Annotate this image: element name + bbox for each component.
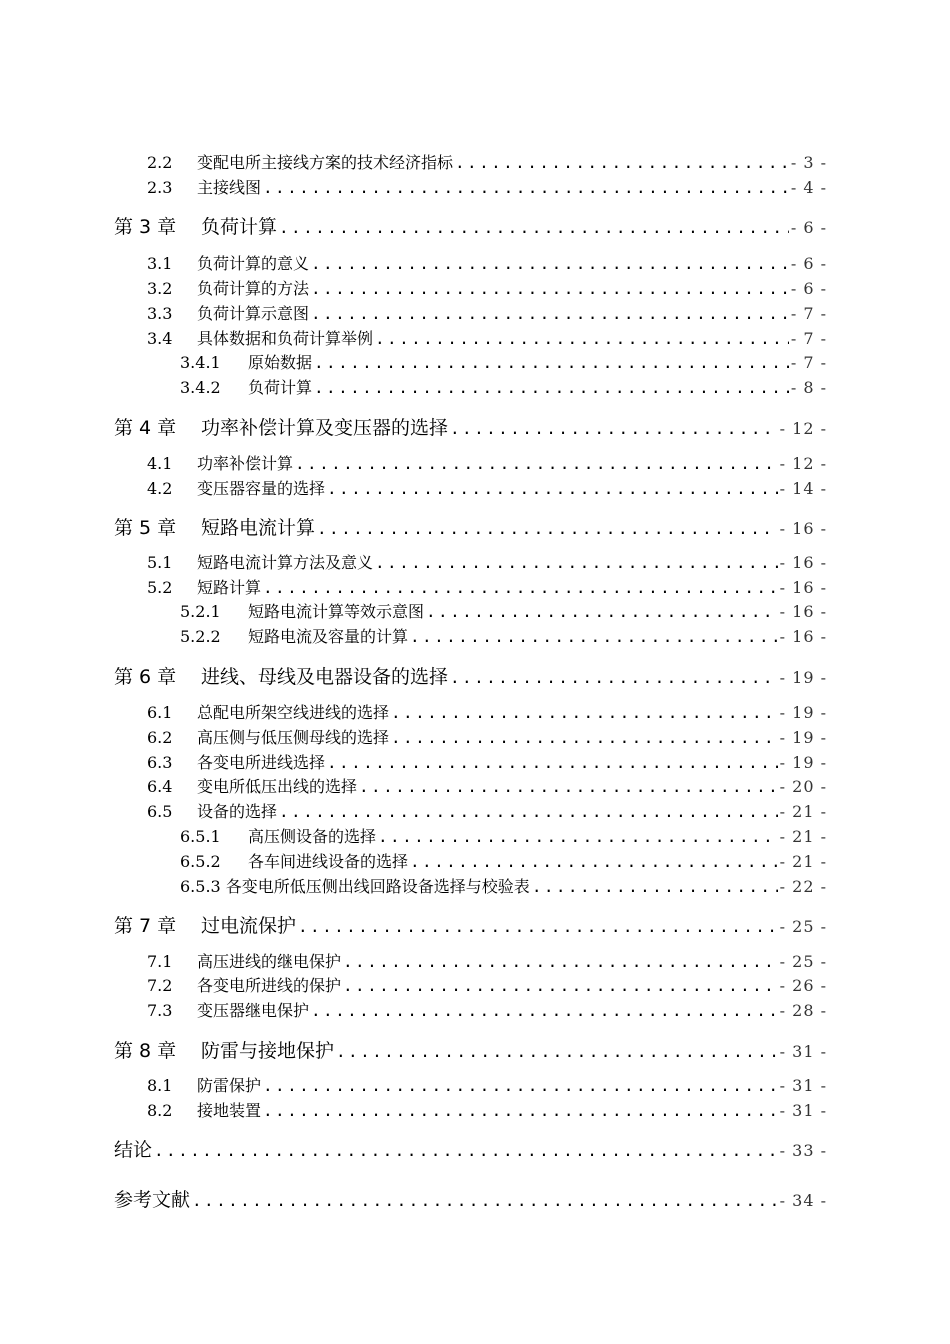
toc-section-entry[interactable]	[147, 251, 827, 274]
toc-entry-title: 负荷计算的方法	[197, 279, 310, 298]
toc-entry-title: 负荷计算	[201, 216, 278, 238]
toc-entry-number: 8.2	[147, 1101, 173, 1120]
toc-entry-number: 6.5.1	[180, 827, 221, 846]
toc-page-number: - 20 -	[779, 777, 827, 796]
dot-leader	[359, 777, 778, 796]
toc-entry-title: 功率补偿计算及变压器的选择	[201, 417, 449, 439]
dot-leader	[450, 668, 778, 687]
toc-page-number: - 21 -	[779, 802, 827, 821]
toc-entry-number: 3.4	[147, 329, 173, 348]
toc-entry-title: 各变电所进线的保护	[197, 976, 342, 995]
toc-page-number: - 19 -	[779, 728, 827, 747]
toc-entry-title: 主接线图	[197, 178, 262, 197]
toc-entry-number: 8.1	[147, 1076, 173, 1095]
toc-entry-title: 短路电流计算方法及意义	[197, 553, 374, 572]
toc-subsection-entry[interactable]	[180, 849, 827, 872]
toc-entry-title: 结论	[114, 1139, 153, 1161]
dot-leader	[314, 353, 789, 372]
toc-page-number: - 8 -	[790, 378, 827, 397]
toc-entry-title: 各车间进线设备的选择	[248, 852, 409, 871]
toc-entry-title: 短路电流计算等效示意图	[248, 602, 425, 621]
dot-leader	[192, 1191, 778, 1210]
toc-entry-number: 6.4	[147, 777, 173, 796]
toc-entry-title: 变压器容量的选择	[197, 479, 326, 498]
toc-section-entry[interactable]	[147, 799, 827, 822]
toc-section-entry[interactable]	[147, 175, 827, 198]
toc-section-entry[interactable]	[147, 998, 827, 1021]
toc-entry-number: 2.2	[147, 153, 173, 172]
toc-section-entry[interactable]	[147, 1098, 827, 1121]
toc-page-number: - 16 -	[779, 578, 827, 597]
dot-leader	[375, 329, 789, 348]
toc-page-number: - 7 -	[790, 329, 827, 348]
toc-entry-title: 短路电流及容量的计算	[248, 627, 409, 646]
toc-entry-title: 变配电所主接线方案的技术经济指标	[197, 153, 454, 172]
dot-leader	[327, 753, 778, 772]
toc-entry-title: 原始数据	[248, 353, 313, 372]
toc-subsection-entry[interactable]	[180, 874, 827, 897]
toc-entry-title: 防雷保护	[197, 1076, 262, 1095]
toc-entry-number: 第 6 章	[114, 666, 177, 688]
toc-subsection-entry[interactable]	[180, 824, 827, 847]
toc-page-number: - 12 -	[779, 419, 827, 438]
toc-page-number: - 19 -	[779, 668, 827, 687]
toc-page-number: - 31 -	[779, 1042, 827, 1061]
toc-subsection-entry[interactable]	[180, 375, 827, 398]
toc-chapter-entry[interactable]	[114, 413, 827, 440]
dot-leader	[343, 952, 778, 971]
toc-entry-number: 3.3	[147, 304, 173, 323]
toc-entry-number: 6.2	[147, 728, 173, 747]
dot-leader	[154, 1141, 778, 1160]
toc-page-number: - 19 -	[779, 753, 827, 772]
toc-section-entry[interactable]	[147, 575, 827, 598]
toc-section-entry[interactable]	[147, 774, 827, 797]
toc-entry-number: 2.3	[147, 178, 173, 197]
toc-entry-title: 高压侧与低压侧母线的选择	[197, 728, 390, 747]
dot-leader	[263, 1076, 778, 1095]
dot-leader	[426, 602, 778, 621]
toc-entry-title: 短路电流计算	[201, 517, 316, 539]
toc-section-entry[interactable]	[147, 725, 827, 748]
dot-leader	[311, 279, 789, 298]
toc-entry-title: 设备的选择	[197, 802, 278, 821]
toc-section-entry[interactable]	[147, 700, 827, 723]
toc-chapter-entry[interactable]	[114, 513, 827, 540]
dot-leader	[317, 519, 778, 538]
toc-section-entry[interactable]	[147, 750, 827, 773]
toc-page-number: - 16 -	[779, 602, 827, 621]
toc-entry-title: 参考文献	[114, 1189, 191, 1211]
dot-leader	[314, 378, 789, 397]
dot-leader	[532, 877, 778, 896]
toc-entry-title: 负荷计算示意图	[197, 304, 310, 323]
toc-entry-number: 3.1	[147, 254, 173, 273]
dot-leader	[336, 1042, 778, 1061]
toc-page-number: - 3 -	[790, 153, 827, 172]
toc-entry-title: 防雷与接地保护	[201, 1040, 335, 1062]
dot-leader	[298, 917, 778, 936]
dot-leader	[279, 802, 778, 821]
toc-entry-number: 7.2	[147, 976, 173, 995]
toc-subsection-entry[interactable]	[180, 599, 827, 622]
toc-page-number: - 22 -	[779, 877, 827, 896]
toc-entry-title: 高压侧设备的选择	[248, 827, 377, 846]
toc-page-number: - 31 -	[779, 1076, 827, 1095]
toc-entry-number: 3.4.2	[180, 378, 221, 397]
toc-entry-number: 6.5	[147, 802, 173, 821]
toc-section-entry[interactable]	[147, 1073, 827, 1096]
toc-page-number: - 4 -	[790, 178, 827, 197]
toc-section-entry[interactable]	[147, 973, 827, 996]
dot-leader	[295, 454, 778, 473]
toc-entry-number: 第 3 章	[114, 216, 177, 238]
toc-chapter-entry[interactable]	[114, 212, 827, 239]
dot-leader	[375, 553, 778, 572]
toc-entry-number: 第 8 章	[114, 1040, 177, 1062]
toc-entry-title: 高压进线的继电保护	[197, 952, 342, 971]
toc-page-number: - 16 -	[779, 553, 827, 572]
toc-entry-number: 4.2	[147, 479, 173, 498]
toc-entry-title: 功率补偿计算	[197, 454, 294, 473]
toc-page-number: - 12 -	[779, 454, 827, 473]
dot-leader	[311, 304, 789, 323]
toc-chapter-entry[interactable]	[114, 662, 827, 689]
dot-leader	[410, 852, 778, 871]
toc-section-entry[interactable]	[147, 550, 827, 573]
toc-section-entry[interactable]	[147, 326, 827, 349]
toc-page-number: - 34 -	[779, 1191, 827, 1210]
toc-page-number: - 6 -	[790, 254, 827, 273]
toc-page-number: - 7 -	[790, 304, 827, 323]
toc-page-number: - 21 -	[779, 827, 827, 846]
dot-leader	[311, 254, 789, 273]
toc-entry-title: 总配电所架空线进线的选择	[197, 703, 390, 722]
toc-entry-title: 过电流保护	[201, 915, 297, 937]
toc-page-number: - 33 -	[779, 1141, 827, 1160]
toc-entry-title: 具体数据和负荷计算举例	[197, 329, 374, 348]
toc-entry-title: 变电所低压出线的选择	[197, 777, 358, 796]
toc-chapter-entry[interactable]	[114, 1036, 827, 1063]
toc-entry-number: 3.4.1	[180, 353, 221, 372]
toc-section-entry[interactable]	[147, 451, 827, 474]
toc-subsection-entry[interactable]	[180, 624, 827, 647]
toc-entry-number: 6.1	[147, 703, 173, 722]
dot-leader	[450, 419, 778, 438]
toc-entry-number: 6.5.2	[180, 852, 221, 871]
toc-entry-number: 7.1	[147, 952, 173, 971]
toc-backmatter-entry[interactable]	[114, 1135, 827, 1162]
dot-leader	[263, 578, 778, 597]
toc-section-entry[interactable]	[147, 301, 827, 324]
toc-section-entry[interactable]	[147, 476, 827, 499]
toc-subsection-entry[interactable]	[180, 350, 827, 373]
dot-leader	[343, 976, 778, 995]
toc-entry-number: 4.1	[147, 454, 173, 473]
toc-page-number: - 21 -	[779, 852, 827, 871]
toc-page-number: - 19 -	[779, 703, 827, 722]
toc-entry-title: 负荷计算	[248, 378, 313, 397]
toc-entry-title: 接地装置	[197, 1101, 262, 1120]
toc-entry-title: 各变电所进线选择	[197, 753, 326, 772]
toc-section-entry[interactable]	[147, 949, 827, 972]
dot-leader	[279, 218, 789, 237]
dot-leader	[263, 178, 789, 197]
toc-entry-number: 第 4 章	[114, 417, 177, 439]
dot-leader	[311, 1001, 778, 1020]
toc-page-number: - 16 -	[779, 519, 827, 538]
toc-section-entry[interactable]	[147, 276, 827, 299]
dot-leader	[378, 827, 778, 846]
toc-entry-number: 第 7 章	[114, 915, 177, 937]
toc-page-number: - 25 -	[779, 917, 827, 936]
toc-entry-number: 7.3	[147, 1001, 173, 1020]
toc-entry-title: 负荷计算的意义	[197, 254, 310, 273]
toc-entry-number: 3.2	[147, 279, 173, 298]
toc-entry-number: 5.2.1	[180, 602, 221, 621]
toc-entry-number: 第 5 章	[114, 517, 177, 539]
toc-page-number: - 26 -	[779, 976, 827, 995]
toc-page-number: - 31 -	[779, 1101, 827, 1120]
dot-leader	[410, 627, 778, 646]
toc-page-number: - 14 -	[779, 479, 827, 498]
toc-section-entry[interactable]	[147, 150, 827, 173]
toc-entry-title: 进线、母线及电器设备的选择	[201, 666, 449, 688]
toc-entry-title: 6.5.3 各变电所低压侧出线回路设备选择与校验表	[180, 877, 530, 896]
toc-entry-number: 5.2.2	[180, 627, 221, 646]
toc-entry-title: 变压器继电保护	[197, 1001, 310, 1020]
toc-page-number: - 6 -	[790, 218, 827, 237]
toc-page-number: - 16 -	[779, 627, 827, 646]
toc-backmatter-entry[interactable]	[114, 1185, 827, 1212]
toc-chapter-entry[interactable]	[114, 911, 827, 938]
dot-leader	[263, 1101, 778, 1120]
toc-entry-title: 短路计算	[197, 578, 262, 597]
dot-leader	[391, 703, 778, 722]
toc-entry-number: 6.3	[147, 753, 173, 772]
dot-leader	[327, 479, 778, 498]
toc-page-number: - 7 -	[790, 353, 827, 372]
toc-entry-number: 5.2	[147, 578, 173, 597]
dot-leader	[391, 728, 778, 747]
toc-page-number: - 28 -	[779, 1001, 827, 1020]
toc-entry-number: 5.1	[147, 553, 173, 572]
toc-page-number: - 25 -	[779, 952, 827, 971]
dot-leader	[455, 153, 789, 172]
toc-page-number: - 6 -	[790, 279, 827, 298]
